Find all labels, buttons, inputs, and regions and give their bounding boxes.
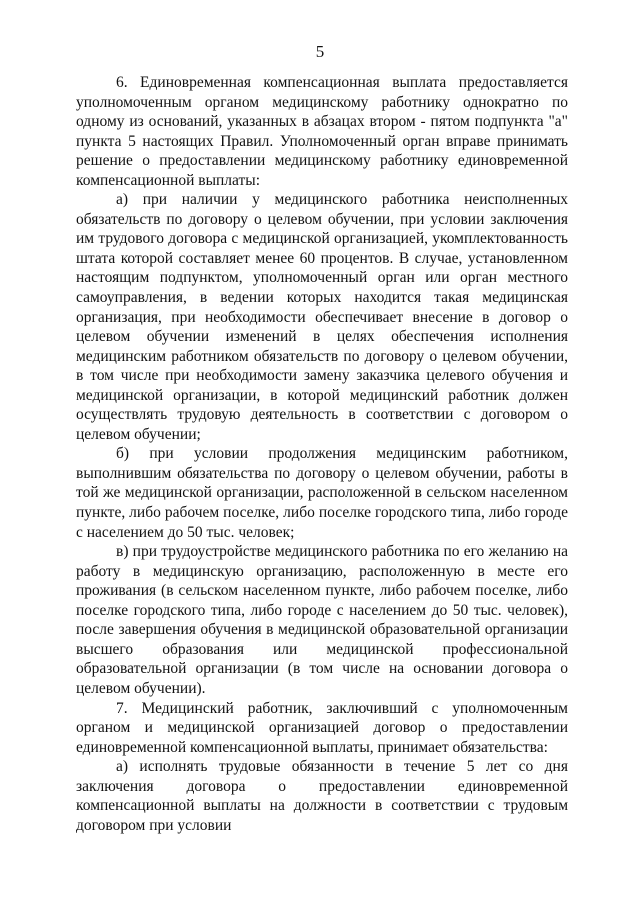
paragraph-6: 6. Единовременная компенсационная выплата предоставляется уполномоченным органом медицинскому работнику однократно по одному из оснований, указанных в абзацах втором - пятом подпункта "а" пункта 5 настоящих Правил. Уполномоченный орган вправе принимать решение о предоставлении медицинскому работнику единовременной компенсационной выплаты: [76,74,568,189]
paragraph-6-subitem-a: а) при наличии у медицинского работника неисполненных обязательств по договору о целевом обучении, при условии заключения им трудового договора с медицинской организацией, укомплектованность штата которой составляет менее 60 процентов. В случае, установленном настоящим подпунктом, уполномоченный орган или орган местного самоуправления, в ведении которых находится такая медицинская организация, при необходимости обеспечивает внесение в договор о целевом обучении изменений в целях обеспечения исполнения медицинским работником обязательств по договору о целевом обучении, в том числе при необходимости замену заказчика целевого обучения и медицинской организации, в которой медицинский работник должен осуществлять трудовую деятельность в соответствии с договором о целевом обучении; [76,191,568,443]
paragraph-6-subitem-b: б) при условии продолжения медицинским работником, выполнившим обязательства по договору о целевом обучении, работы в той же медицинской организации, расположенной в сельском населенном пункте, либо рабочем поселке, либо поселке городского типа, либо городе с населением до 50 тыс. человек; [76,445,568,541]
paragraph-7: 7. Медицинский работник, заключивший с уполномоченным органом и медицинской организацией договор о предоставлении единовременной компенсационной выплаты, принимает обязательства: [76,699,568,756]
paragraph-6-subitem-v: в) при трудоустройстве медицинского работника по его желанию на работу в медицинскую организацию, расположенную в месте его проживания (в сельском населенном пункте, либо рабочем поселке, либо поселке городского типа, либо городе с населением до 50 тыс. человек), после завершения обучения в медицинской образовательной организации высшего образования или медицинской профессиональной образовательной организации (в том числе на основании договора о целевом обучении). [76,543,568,697]
document-body [76,73,568,835]
page-number: 5 [315,42,325,61]
paragraph-7-subitem-a: а) исполнять трудовые обязанности в течение 5 лет со дня заключения договора о предоставлении единовременной компенсационной выплаты на должности в соответствии с трудовым договором при условии [76,758,568,834]
